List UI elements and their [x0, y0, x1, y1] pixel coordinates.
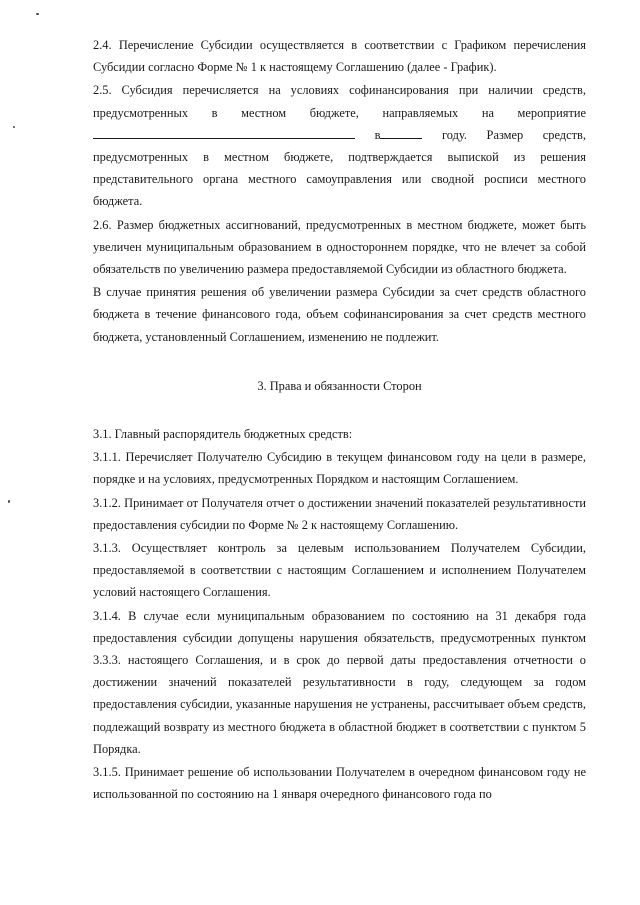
document-body — [93, 34, 586, 807]
paragraph-2-5-part-b: году. Размер средств, предусмотренных в местном бюджете, подтверждается выпиской из решения представительного органа местного самоуправления или сводной росписи местного бюджета. — [93, 127, 586, 209]
paragraph-3-1: 3.1. Главный распорядитель бюджетных средств: — [93, 427, 353, 442]
blank-event-line — [93, 126, 355, 139]
paragraph-3-1-2: 3.1.2. Принимает от Получателя отчет о достижении значений показателей результативности предоставления субсидии по Форме № 2 к настоящему Соглашению. — [93, 495, 586, 532]
paragraph-2-4: 2.4. Перечисление Субсидии осуществляется в соответствии с Графиком перечисления Субсидии согласно Форме № 1 к настоящему Соглашению (далее - График). — [93, 38, 586, 75]
paragraph-2-5-in: в — [374, 127, 381, 142]
section-3-title: 3. Права и обязанности Сторон — [257, 378, 422, 393]
blank-year-line — [380, 126, 422, 139]
scan-speck — [13, 126, 15, 128]
paragraph-subsidy-increase: В случае принятия решения об увеличении размера Субсидии за счет средств областного бюджета в течение финансового года, объем софинансирования за счет средств местного бюджета, установленный Соглашением, изменению не подлежит. — [93, 285, 586, 344]
scan-speck — [36, 13, 39, 15]
paragraph-3-1-5: 3.1.5. Принимает решение об использовании Получателем в очередном финансовом году не использованной по состоянию на 1 января очередного финансового года по — [93, 765, 586, 802]
paragraph-3-1-4: 3.1.4. В случае если муниципальным образованием по состоянию на 31 декабря года предоставления субсидии допущены нарушения обязательств, предусмотренных пунктом 3.3.3. настоящего Соглашения, и в срок до первой даты предоставления отчетности о достижении значений показателей результативности в году, следующем за годом предоставления субсидии, указанные нарушения не устранены, рассчитывает объем средств, подлежащий возврату из местного бюджета в областной бюджет в соответствии с пунктом 5 Порядка. — [93, 608, 586, 756]
paragraph-3-1-1: 3.1.1. Перечисляет Получателю Субсидию в текущем финансовом году на цели в размере, порядке и на условиях, предусмотренных Порядком и настоящим Соглашением. — [93, 450, 586, 487]
scan-speck — [8, 500, 10, 503]
paragraph-2-6: 2.6. Размер бюджетных ассигнований, предусмотренных в местном бюджете, может быть увеличен муниципальным образованием в одностороннем порядке, что не влечет за собой обязательств по увеличению размера предоставляемой Субсидии из областного бюджета. — [93, 217, 586, 277]
paragraph-3-1-3: 3.1.3. Осуществляет контроль за целевым использованием Получателем Субсидии, предоставляемой в соответствии с настоящим Соглашением и исполнением Получателем условий настоящего Соглашения. — [93, 541, 586, 600]
paragraph-2-5 — [93, 79, 586, 212]
paragraph-2-5-part-a: 2.5. Субсидия перечисляется на условиях софинансирования при наличии средств, предусмотренных в местном бюджете, направляемых на мероприятие — [93, 83, 586, 120]
